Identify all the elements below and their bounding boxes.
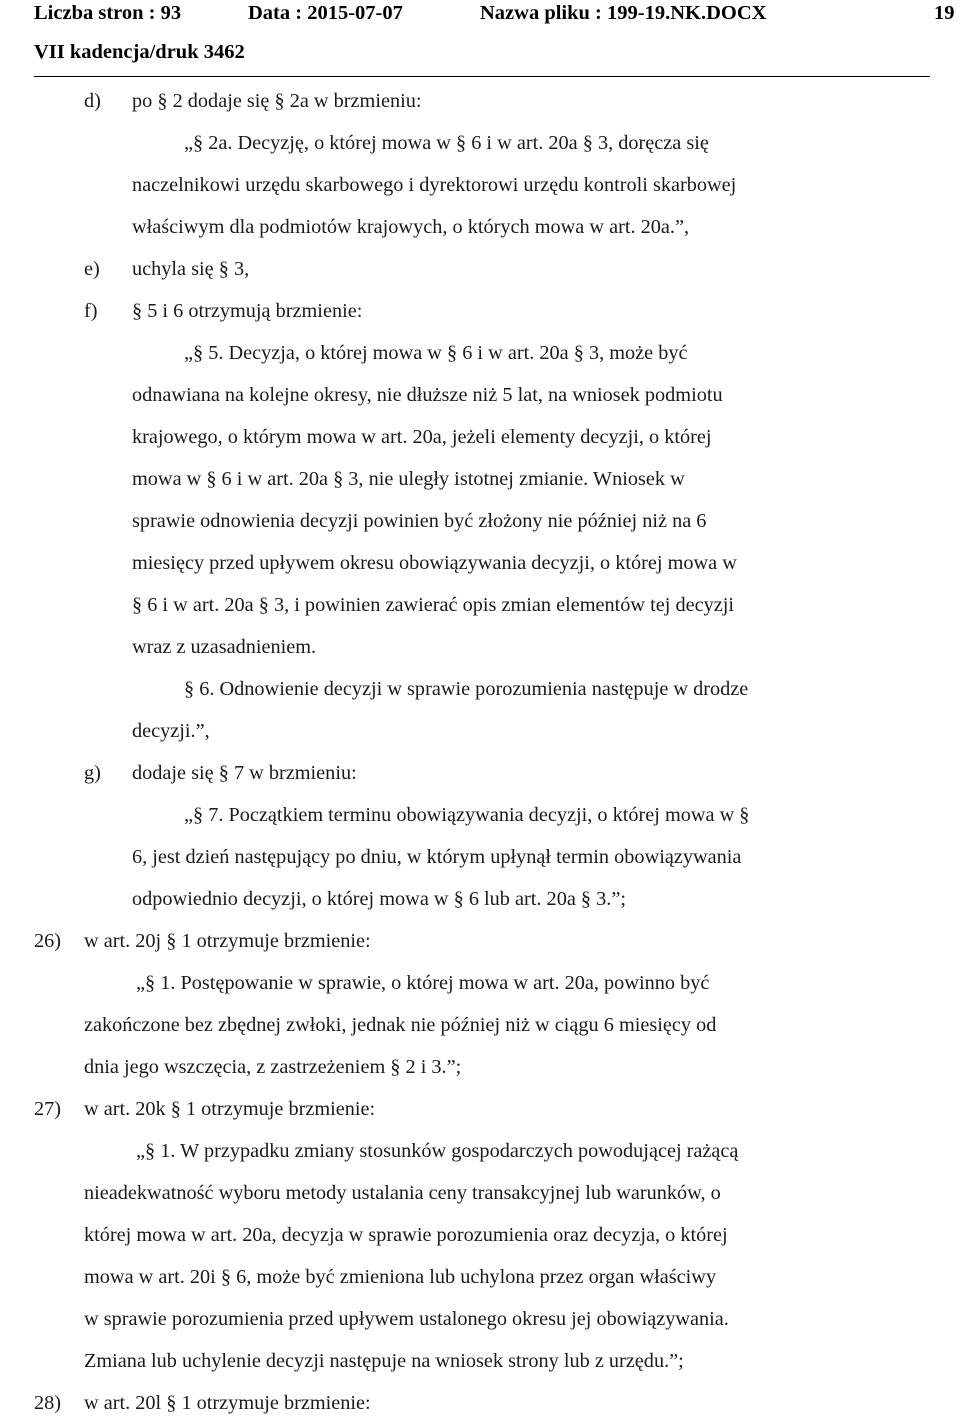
list-item-text: po § 2 dodaje się § 2a w brzmieniu: — [132, 90, 422, 112]
page-number: 19 — [934, 2, 955, 24]
list-item-text: § 5 i 6 otrzymują brzmienie: — [132, 300, 363, 322]
quoted-paragraph-line: „§ 7. Początkiem terminu obowiązywania decyzji, o której mowa w § — [184, 804, 750, 826]
quoted-paragraph-line: sprawie odnowienia decyzji powinien być złożony nie później niż na 6 — [132, 510, 707, 532]
term-and-print-number: VII kadencja/druk 3462 — [34, 41, 245, 63]
list-marker: d) — [84, 90, 101, 112]
quoted-paragraph-line: decyzji.”, — [132, 720, 210, 742]
list-marker: 27) — [34, 1098, 62, 1120]
quoted-paragraph-line: Zmiana lub uchylenie decyzji następuje na wniosek strony lub z urzędu.”; — [84, 1350, 684, 1372]
quoted-paragraph-line: wraz z uzasadnieniem. — [132, 636, 317, 658]
quoted-paragraph-line: mowa w art. 20i § 6, może być zmieniona lub uchylona przez organ właściwy — [84, 1266, 717, 1288]
quoted-paragraph-line: odnawiana na kolejne okresy, nie dłuższe niż 5 lat, na wniosek podmiotu — [132, 384, 723, 406]
page-count: Liczba stron : 93 — [34, 2, 182, 24]
quoted-paragraph-line: naczelnikowi urzędu skarbowego i dyrektorowi urzędu kontroli skarbowej — [132, 174, 737, 196]
quoted-paragraph-line: mowa w § 6 i w art. 20a § 3, nie uległy istotnej zmianie. Wniosek w — [132, 468, 685, 490]
quoted-paragraph-line: krajowego, o którym mowa w art. 20a, jeżeli elementy decyzji, o której — [132, 426, 712, 448]
list-marker: e) — [84, 258, 100, 280]
document-date: Data : 2015-07-07 — [248, 2, 403, 24]
quoted-paragraph-line: „§ 1. Postępowanie w sprawie, o której mowa w art. 20a, powinno być — [136, 972, 710, 994]
quoted-paragraph-line: „§ 5. Decyzja, o której mowa w § 6 i w art. 20a § 3, może być — [184, 342, 688, 364]
file-name: Nazwa pliku : 199-19.NK.DOCX — [480, 2, 767, 24]
list-item-text: dodaje się § 7 w brzmieniu: — [132, 762, 357, 784]
list-marker: 26) — [34, 930, 62, 952]
quoted-paragraph-line: „§ 2a. Decyzję, o której mowa w § 6 i w art. 20a § 3, doręcza się — [184, 132, 709, 154]
quoted-paragraph-line: której mowa w art. 20a, decyzja w sprawie porozumienia oraz decyzja, o której — [84, 1224, 728, 1246]
quoted-paragraph-line: miesięcy przed upływem okresu obowiązywania decyzji, o której mowa w — [132, 552, 737, 574]
quoted-paragraph-line: odpowiednio decyzji, o której mowa w § 6 lub art. 20a § 3.”; — [132, 888, 626, 910]
quoted-paragraph-line: dnia jego wszczęcia, z zastrzeżeniem § 2 i 3.”; — [84, 1056, 462, 1078]
list-item-text: w art. 20l § 1 otrzymuje brzmienie: — [84, 1392, 371, 1414]
list-item-text: w art. 20k § 1 otrzymuje brzmienie: — [84, 1098, 376, 1120]
list-marker: g) — [84, 762, 101, 784]
page-header — [34, 2, 960, 32]
quoted-paragraph-line: nieadekwatność wyboru metody ustalania ceny transakcyjnej lub warunków, o — [84, 1182, 721, 1204]
header-divider — [34, 76, 930, 77]
quoted-paragraph-line: 6, jest dzień następujący po dniu, w którym upłynął termin obowiązywania — [132, 846, 742, 868]
quoted-paragraph-line: zakończone bez zbędnej zwłoki, jednak nie później niż w ciągu 6 miesięcy od — [84, 1014, 717, 1036]
quoted-paragraph-line: § 6. Odnowienie decyzji w sprawie porozumienia następuje w drodze — [184, 678, 749, 700]
quoted-paragraph-line: w sprawie porozumienia przed upływem ustalonego okresu jej obowiązywania. — [84, 1308, 729, 1330]
quoted-paragraph-line: § 6 i w art. 20a § 3, i powinien zawierać opis zmian elementów tej decyzji — [132, 594, 735, 616]
list-marker: f) — [84, 300, 98, 322]
quoted-paragraph-line: „§ 1. W przypadku zmiany stosunków gospodarczych powodującej rażącą — [136, 1140, 739, 1162]
list-item-text: w art. 20j § 1 otrzymuje brzmienie: — [84, 930, 371, 952]
list-marker: 28) — [34, 1392, 62, 1414]
list-item-text: uchyla się § 3, — [132, 258, 250, 280]
quoted-paragraph-line: właściwym dla podmiotów krajowych, o których mowa w art. 20a.”, — [132, 216, 690, 238]
